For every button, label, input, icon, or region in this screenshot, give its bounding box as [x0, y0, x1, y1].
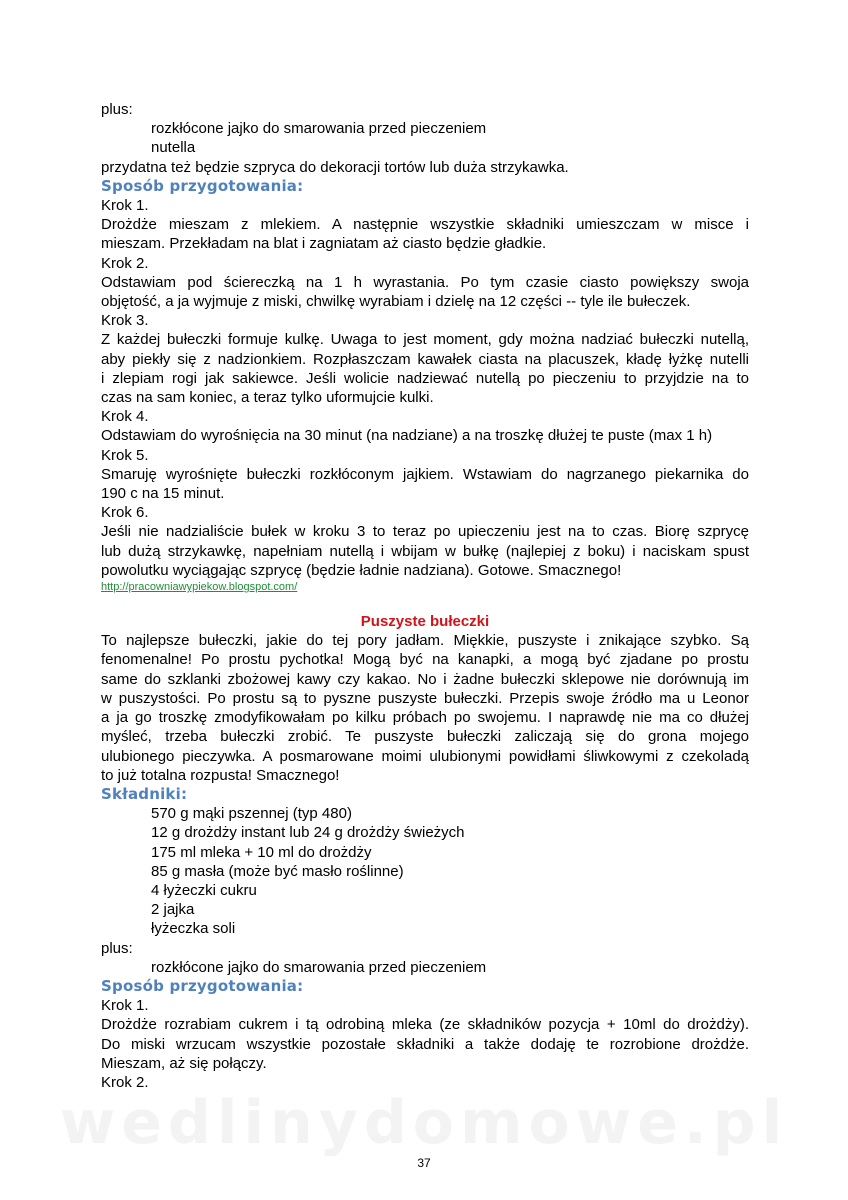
ingredient-item: 85 g masła (może być masło roślinne): [151, 862, 404, 880]
step-text: Mieszam, aż się połączy.: [101, 1054, 267, 1072]
watermark: wedlinydomowe.pl: [59, 1088, 789, 1158]
step-text: 190 c na 15 minut.: [101, 485, 225, 503]
step-text: Do miski wrzucam wszystkie pozostałe składniki a także dodaję te rozrobione drożdże.: [101, 1035, 749, 1053]
source-link[interactable]: http://pracowniawypiekow.blogspot.com/: [101, 581, 298, 594]
page-number: 37: [417, 1156, 431, 1170]
plus-label: plus:: [101, 101, 133, 118]
ingredient-item: łyżeczka soli: [151, 920, 236, 938]
intro-text: To najlepsze bułeczki, jakie do tej pory jadłam. Miękkie, puszyste i znikające szybko. Są: [101, 632, 749, 650]
extra-item: nutella: [151, 139, 196, 157]
intro-text: a ja go troszkę zmodyfikowałam po kilku próbach po swojemu. I naprawdę nie ma co dłużej: [101, 709, 749, 727]
ingredient-item: 12 g drożdży instant lub 24 g drożdży świeżych: [151, 824, 465, 842]
extra-item: rozkłócone jajko do smarowania przed pieczeniem: [151, 958, 487, 976]
step-text: objętość, a ja wyjmuje z miski, chwilkę wyrabiam i dzielę na 12 części -- tyle ile bułeczek.: [101, 293, 691, 311]
ingredient-item: 570 g mąki pszennej (typ 480): [151, 805, 352, 823]
step-text: Odstawiam do wyrośnięcia na 30 minut (na nadziane) a na troszkę dłużej te puste (max 1 h): [101, 427, 713, 445]
step-text: Drożdże rozrabiam cukrem i tą odrobiną mleka (ze składników pozycja + 10ml do drożdży).: [101, 1016, 749, 1034]
step-label: Krok 6.: [101, 504, 149, 522]
plus-label: plus:: [101, 939, 133, 957]
intro-text: myśleć, trzeba bułeczki zrobić. Te puszyste bułeczki zaliczają się do grona mojego: [101, 728, 749, 746]
step-label: Krok 2.: [101, 1073, 149, 1091]
intro-text: to już totalna rozpusta! Smacznego!: [101, 766, 340, 784]
step-text: czas na sam koniec, a teraz tylko uformujcie kulki.: [101, 389, 434, 407]
ingredient-item: 175 ml mleka + 10 ml do drożdży: [151, 843, 372, 861]
step-label: Krok 1.: [101, 997, 149, 1015]
step-label: Krok 3.: [101, 312, 149, 330]
step-text: Jeśli nie nadzialiście bułek w kroku 3 to teraz po upieczeniu jest na to czas. Biorę szprycę: [101, 523, 749, 541]
step-text: i zlepiam rogi jak sakiewce. Jeśli wolicie nadziewać nutellą po pieczeniu to przyjdzie na to: [101, 369, 749, 387]
step-text: powolutku wyciągając szprycę (będzie ładnie nadziana). Gotowe. Smacznego!: [101, 561, 622, 579]
step-text: Smaruję wyrośnięte bułeczki rozkłóconym jajkiem. Wstawiam do nagrzanego piekarnika do: [101, 465, 749, 483]
equipment-note: przydatna też będzie szpryca do dekoracji tortów lub duża strzykawka.: [101, 158, 569, 176]
step-text: Drożdże mieszam z mlekiem. A następnie wszystkie składniki umieszczam w misce i: [101, 216, 749, 234]
ingredients-heading: Składniki:: [101, 784, 188, 803]
step-label: Krok 1.: [101, 197, 149, 215]
ingredient-item: 2 jajka: [151, 901, 195, 919]
intro-text: w puszystości. Po prostu są to pyszne puszyste bułeczki. Przepis swoje źródło ma u Leonor: [101, 689, 749, 707]
step-text: Odstawiam pod ściereczką na 1 h wyrastania. Po tym czasie ciasto powiększy swoja: [101, 273, 749, 291]
step-text: mieszam. Przekładam na blat i zagniatam aż ciasto będzie gładkie.: [101, 235, 547, 253]
intro-text: same do szklanki zbożowej kawy czy kakao. No i żadne bułeczki sklepowe nie dorównują im: [101, 670, 749, 688]
method-heading: Sposób przygotowania:: [101, 976, 304, 995]
step-text: lub dużą strzykawkę, napełniam nutellą i wbijam w bułkę (najlepiej z boku) i naciskam spust: [101, 542, 749, 560]
method-heading: Sposób przygotowania:: [101, 176, 304, 195]
step-label: Krok 5.: [101, 446, 149, 464]
step-label: Krok 2.: [101, 254, 149, 272]
step-label: Krok 4.: [101, 408, 149, 426]
ingredient-item: 4 łyżeczki cukru: [151, 881, 257, 899]
intro-text: ulubionego pieczywka. A posmarowane moimi ulubionymi powidłami śliwkowymi z czekoladą: [101, 747, 749, 765]
document-page: [101, 100, 749, 1092]
step-text: Z każdej bułeczki formuje kulkę. Uwaga to jest moment, gdy można nadziać bułeczki nutellą,: [101, 331, 749, 349]
intro-text: fenomenalne! Po prostu pychotka! Mogą być na kanapki, a mogą być zjadane po prostu: [101, 651, 749, 669]
recipe-title: Puszyste bułeczki: [360, 613, 490, 631]
step-text: aby piekły się z nadzionkiem. Rozpłaszczam kawałek ciasta na placuszek, kładę łyżkę nutelli: [101, 350, 749, 368]
extra-item: rozkłócone jajko do smarowania przed pieczeniem: [151, 120, 487, 138]
